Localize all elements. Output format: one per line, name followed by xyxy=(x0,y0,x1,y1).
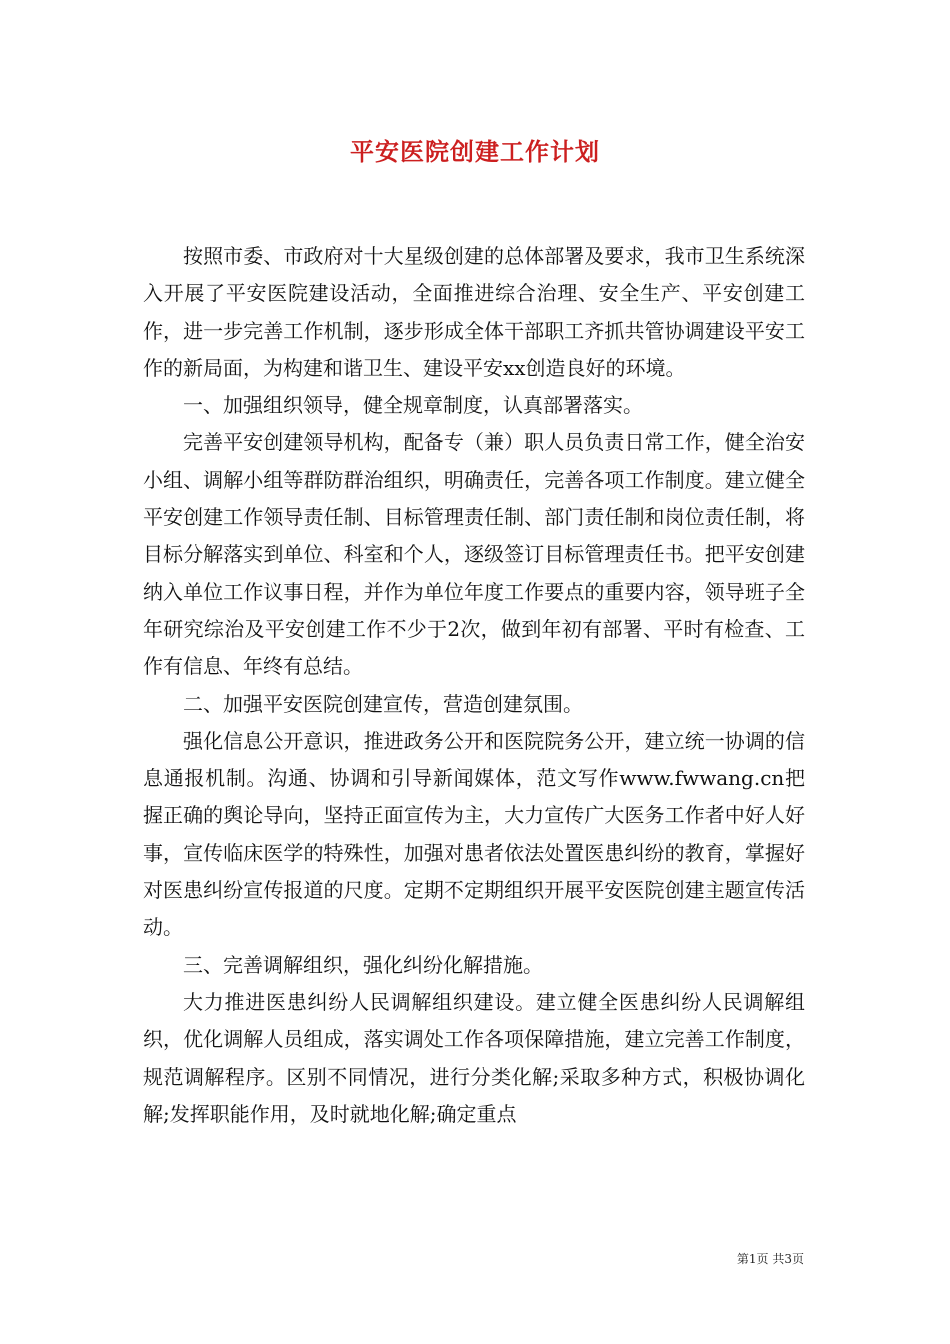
section-heading-1: 一、加强组织领导，健全规章制度，认真部署落实。 xyxy=(183,393,643,418)
document-body xyxy=(143,238,805,1133)
page-number: 第1页 共3页 xyxy=(736,1252,804,1266)
section-heading-2: 二、加强平安医院创建宣传，营造创建氛围。 xyxy=(183,691,583,716)
paragraph-section-1: 完善平安创建领导机构，配备专（兼）职人员负责日常工作，健全治安小组、调解小组等群防群治组织，明确责任，完善各项工作制度。建立健全平安创建工作领导责任制、目标管理责任制、部门责任制和岗位责任制，将目标分解落实到单位、科室和个人，逐级签订目标管理责任书。把平安创建纳入单位工作议事日程，并作为单位年度工作要点的重要内容，领导班子全年研究综治及平安创建工作不少于2次，做到年初有部署、平时有检查、工作有信息、年终有总结。 xyxy=(143,430,805,679)
paragraph-section-3: 大力推进医患纠纷人民调解组织建设。建立健全医患纠纷人民调解组织，优化调解人员组成，落实调处工作各项保障措施，建立完善工作制度，规范调解程序。区别不同情况，进行分类化解;采取多种方式，积极协调化解;发挥职能作用，及时就地化解;确定重点 xyxy=(143,989,805,1126)
document-title: 平安医院创建工作计划 xyxy=(350,137,600,166)
paragraph-intro: 按照市委、市政府对十大星级创建的总体部署及要求，我市卫生系统深入开展了平安医院建设活动，全面推进综合治理、安全生产、平安创建工作，进一步完善工作机制，逐步形成全体干部职工齐抓共管协调建设平安工作的新局面，为构建和谐卫生、建设平安xx创造良好的环境。 xyxy=(143,244,805,380)
paragraph-section-2: 强化信息公开意识，推进政务公开和医院院务公开，建立统一协调的信息通报机制。沟通、协调和引导新闻媒体，范文写作www.fwwang.cn把握正确的舆论导向，坚持正面宣传为主，大力宣传广大医务工作者中好人好事，宣传临床医学的特殊性，加强对患者依法处置医患纠纷的教育，掌握好对医患纠纷宣传报道的尺度。定期不定期组织开展平安医院创建主题宣传活动。 xyxy=(143,728,805,940)
section-heading-3: 三、完善调解组织，强化纠纷化解措施。 xyxy=(183,952,543,977)
